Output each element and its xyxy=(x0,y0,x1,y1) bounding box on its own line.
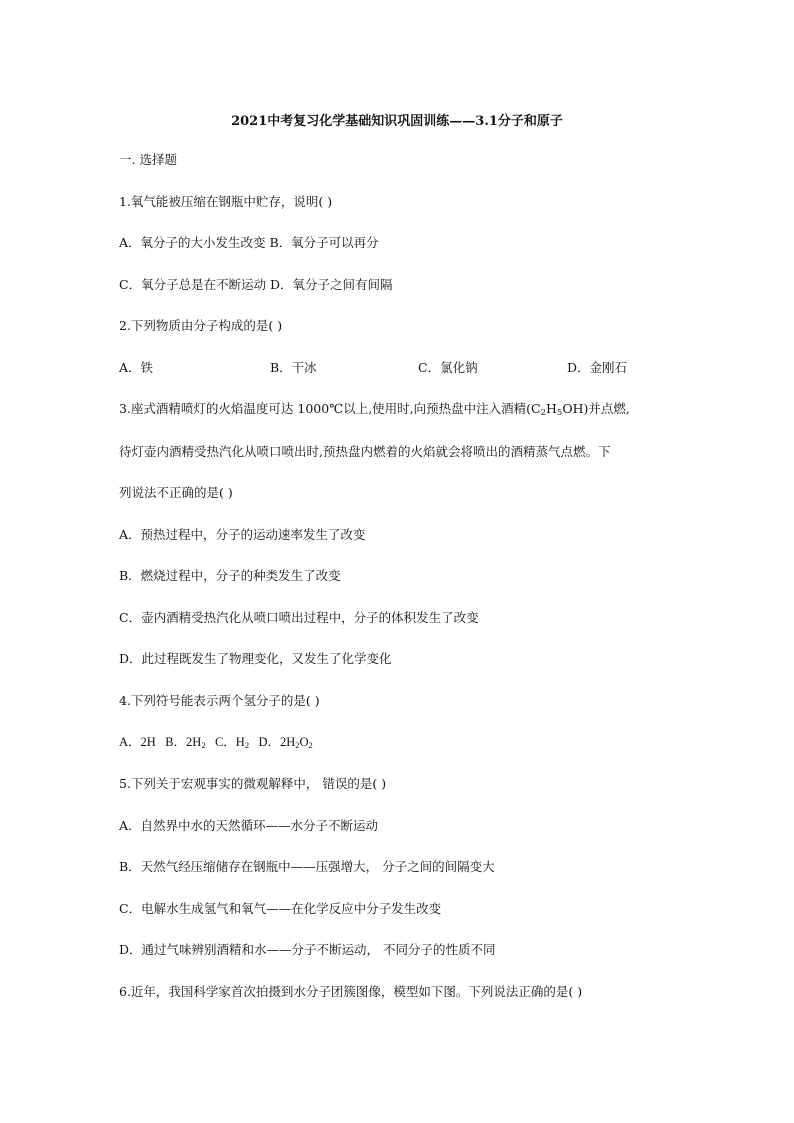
question-3-stem-line-3: 列说法不正确的是( ) xyxy=(119,485,233,500)
q4-opt-b-sub: 2 xyxy=(201,740,206,750)
q4-opt-d-sub1: 2 xyxy=(295,740,300,750)
question-5-option-c: C．电解水生成氢气和氧气——在化学反应中分子发生改变 xyxy=(119,901,442,916)
q3-line1-sub2: 5 xyxy=(556,408,563,418)
q4-opt-b: B．2H xyxy=(165,735,202,749)
q4-opt-a: A．2H xyxy=(119,735,156,749)
question-2-option-a: A．铁 xyxy=(119,360,154,375)
question-5-option-a: A．自然界中水的天然循环——水分子不断运动 xyxy=(119,818,379,833)
question-5-option-b: B．天然气经压缩储存在钢瓶中——压强增大， 分子之间的间隔变大 xyxy=(119,859,495,874)
question-6-stem: 6.近年，我国科学家首次拍摄到水分子团簇图像，模型如下图。下列说法正确的是( ) xyxy=(119,984,583,999)
question-3-option-a: A．预热过程中，分子的运动速率发生了改变 xyxy=(119,527,366,542)
question-1-options-row-2: C．氧分子总是在不断运动 D．氧分子之间有间隔 xyxy=(119,277,393,292)
q3-line1-post: OH)并点燃, xyxy=(562,401,630,416)
section-heading: 一. 选择题 xyxy=(119,152,177,167)
question-2-stem: 2.下列物质由分子构成的是( ) xyxy=(119,318,283,333)
question-5-stem: 5.下列关于宏观事实的微观解释中， 错误的是( ) xyxy=(119,776,387,791)
question-3-stem-line-2: 待灯壶内酒精受热汽化从喷口喷出时,预热盘内燃着的火焰就会将喷出的酒精蒸气点燃。下 xyxy=(119,444,611,459)
q4-opt-d-o: O xyxy=(299,735,309,749)
q4-opt-d: D．2H xyxy=(258,735,296,749)
question-1-stem: 1.氧气能被压缩在钢瓶中贮存，说明( ) xyxy=(119,194,333,209)
q3-line1-mid: H xyxy=(546,401,557,416)
question-5-option-d: D．通过气味辨别酒精和水——分子不断运动， 不同分子的性质不同 xyxy=(119,942,496,957)
q4-opt-d-sub2: 2 xyxy=(308,740,313,750)
question-3-option-b: B．燃烧过程中，分子的种类发生了改变 xyxy=(119,568,341,583)
question-3-option-c: C．壶内酒精受热汽化从喷口喷出过程中，分子的体积发生了改变 xyxy=(119,610,479,625)
question-3-option-d: D．此过程既发生了物理变化，又发生了化学变化 xyxy=(119,651,392,666)
q4-opt-c: C．H xyxy=(214,735,245,749)
question-2-option-d: D．金刚石 xyxy=(567,360,628,375)
question-1-options-row-1: A．氧分子的大小发生改变 B．氧分子可以再分 xyxy=(119,235,379,250)
question-4-options xyxy=(119,734,313,750)
q3-line1-text: 3.座式酒精喷灯的火焰温度可达 1000℃以上,使用时,向预热盘中注入酒精(C xyxy=(119,401,541,416)
q4-opt-c-sub: 2 xyxy=(244,740,250,750)
document-title: 2021中考复习化学基础知识巩固训练——3.1分子和原子 xyxy=(231,114,563,129)
question-2-option-c: C．氯化钠 xyxy=(418,360,478,375)
question-4-stem: 4.下列符号能表示两个氢分子的是( ) xyxy=(119,693,320,708)
question-2-option-b: B．干冰 xyxy=(270,360,317,375)
question-3-stem-line-1 xyxy=(119,401,630,417)
q3-line1-sub1: 2 xyxy=(540,408,547,418)
